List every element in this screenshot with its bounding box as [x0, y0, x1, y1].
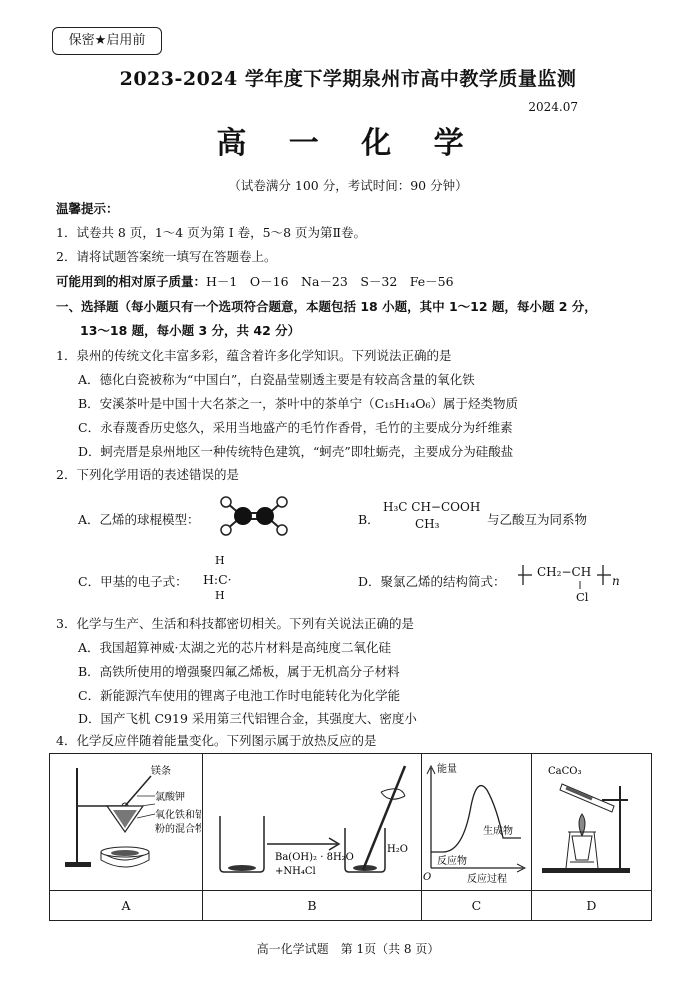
- q2-option-b-label: B．: [358, 512, 380, 527]
- q4-figure-table: [49, 753, 652, 921]
- figure-c-cell: [422, 754, 532, 891]
- tip-item-1: 1．试卷共 8 页，1～4 页为第 I 卷，5～8 页为第Ⅱ卷。: [56, 225, 366, 240]
- q3-stem: 3．化学与生产、生活和科技都密切相关。下列有关说法正确的是: [56, 616, 414, 631]
- atomic-mass-label: 可能用到的相对原子质量：: [56, 274, 207, 289]
- section1-heading-line1: 一、选择题（每小题只有一个选项符合题意，本题包括 18 小题，其中 1～12 题，每小题 2 分，: [56, 299, 597, 314]
- figure-b-option: B: [202, 891, 421, 921]
- fig-a-label-4: 粉的混合物: [154, 823, 201, 835]
- barium-hydroxide-apparatus: [205, 756, 420, 886]
- methyl-electron-formula: H:C·: [203, 572, 232, 587]
- q2-option-a: A．乙烯的球棍模型：: [78, 512, 200, 527]
- pvc-chlorine: Cl: [576, 590, 589, 604]
- tip-item-2: 2．请将试题答案统一填写在答题卷上。: [56, 249, 277, 264]
- q3-option-c: C．新能源汽车使用的锂离子电池工作时电能转化为化学能: [78, 688, 401, 703]
- fig-c-xlabel: 反应过程: [467, 873, 508, 885]
- q2-option-b-text: 与乙酸互为同系物: [487, 512, 588, 527]
- figure-a-cell: [50, 754, 203, 891]
- fig-a-label-2: 氯酸钾: [154, 791, 185, 803]
- methyl-h-top: H: [215, 554, 225, 567]
- fig-c-origin: O: [423, 871, 432, 883]
- caco3-decomposition-apparatus: [532, 756, 650, 886]
- figure-d-option: D: [531, 891, 651, 921]
- q1-option-d: D．蚵壳厝是泉州地区一种传统特色建筑，“蚵壳”即牡蛎壳，主要成分为硅酸盐: [78, 444, 514, 459]
- q2-option-c: C．甲基的电子式：: [78, 574, 188, 589]
- fig-b-label-3: H₂O: [386, 843, 408, 855]
- q3-option-d: D．国产飞机 C919 采用第三代铝锂合金，其强度大、密度小: [78, 711, 417, 726]
- figure-c-option: C: [422, 891, 532, 921]
- pvc-n: n: [612, 574, 620, 588]
- fig-c-product: 生成物: [483, 825, 514, 837]
- fig-c-ylabel: 能量: [437, 763, 458, 775]
- fig-b-label-2: +NH₄Cl: [274, 865, 316, 877]
- energy-diagram: [423, 756, 529, 886]
- pvc-unit: CH₂−CH: [537, 565, 592, 579]
- fig-d-label: CaCO₃: [548, 765, 582, 777]
- q1-option-b: B．安溪茶叶是中国十大名茶之一，茶叶中的茶单宁（C₁₅H₁₄O₆）属于烃类物质: [78, 396, 518, 411]
- ethylene-ball-stick-model: [214, 494, 294, 538]
- q2-option-b-formula: H₃C CH−COOH: [383, 500, 481, 514]
- figure-d-cell: [531, 754, 651, 891]
- atomic-mass-values: H－1 O－16 Na－23 S－32 Fe－56: [206, 274, 454, 289]
- q1-option-a: A．德化白瓷被称为“中国白”，白瓷晶莹剔透主要是有较高含量的氧化铁: [78, 372, 475, 387]
- subject-title: 高 一 化 学: [216, 126, 480, 161]
- exam-note: （试卷满分 100 分，考试时间：90 分钟）: [228, 178, 468, 193]
- figure-a-option: A: [50, 891, 203, 921]
- fig-b-label-1: Ba(OH)₂ · 8H₂O: [274, 851, 354, 863]
- confidential-badge: 保密★启用前: [52, 27, 162, 55]
- tips-heading: 温馨提示：: [56, 201, 119, 216]
- exam-title: 2023-2024 学年度下学期泉州市高中教学质量监测: [119, 68, 577, 90]
- q3-option-b: B．高铁所使用的增强聚四氟乙烯板，属于无机高分子材料: [78, 664, 400, 679]
- q2-option-b-methyl: CH₃: [415, 517, 440, 531]
- fig-a-label-1: 镁条: [150, 765, 171, 777]
- q2-option-d: D．聚氯乙烯的结构简式：: [358, 574, 506, 589]
- q1-stem: 1．泉州的传统文化丰富多彩，蕴含着许多化学知识。下列说法正确的是: [56, 348, 452, 363]
- fig-a-label-3: 氧化铁和铝: [154, 809, 201, 821]
- q1-option-c: C．永春蔑香历史悠久，采用当地盛产的毛竹作香骨，毛竹的主要成分为纤维素: [78, 420, 513, 435]
- exam-date: 2024.07: [528, 100, 578, 114]
- methyl-h-bottom: H: [215, 589, 225, 602]
- figure-b-cell: [202, 754, 421, 891]
- q3-option-a: A．我国超算神威·太湖之光的芯片材料是高纯度二氧化硅: [78, 640, 392, 655]
- page-footer: 高一化学试题 第 1页（共 8 页）: [256, 942, 440, 956]
- atomic-mass-line: [56, 272, 454, 290]
- section1-heading-line2: 13～18 题，每小题 3 分，共 42 分）: [80, 323, 301, 338]
- fig-c-reactant: 反应物: [437, 855, 468, 867]
- q4-stem: 4．化学反应伴随着能量变化。下列图示属于放热反应的是: [56, 733, 377, 748]
- thermite-apparatus: [51, 756, 201, 886]
- q2-stem: 2．下列化学用语的表述错误的是: [56, 467, 239, 482]
